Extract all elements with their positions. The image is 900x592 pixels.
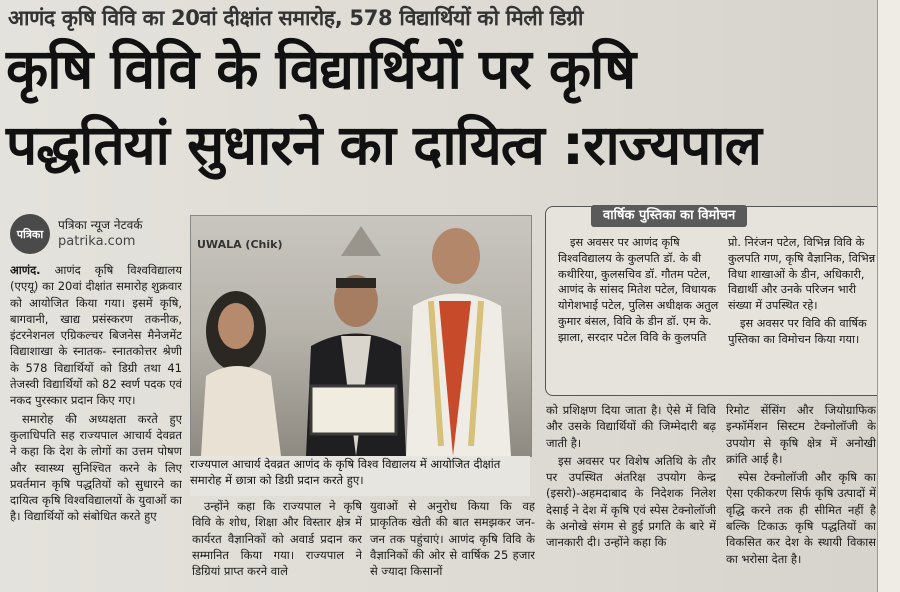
paragraph: इस अवसर पर विशेष अतिथि के तौर पर उपस्थित अंतरिक्ष उपयोग केन्द्र (इसरो)-अहमदाबाद के निदेशक निलेश देसाई ने देश में कृषि एवं स्पेस टेक्नोलॉजी के अनोखे संगम से हुई प्रगति के बारे में जानकारी दी। उन्होंने कहा कि — [546, 453, 716, 550]
byline-name: पत्रिका न्यूज नेटवर्क — [58, 218, 143, 232]
byline — [10, 212, 180, 258]
article-column-5 — [726, 402, 876, 588]
paragraph — [10, 262, 182, 409]
article-column-1 — [10, 262, 182, 588]
sidebar-box-title: वार्षिक पुस्तिका का विमोचन — [591, 205, 747, 227]
adjacent-page-edge — [877, 0, 900, 592]
patrika-logo: पत्रिका — [10, 214, 50, 254]
paragraph: युवाओं से अनुरोध किया कि वह प्राकृतिक खेती की बात समझकर जन-जन तक पहुंचाएं। आणंद कृषि विवि के वैज्ञानिकों की ओर से वार्षिक 25 हजार से ज्यादा किसानों — [370, 499, 535, 579]
paragraph: को प्रशिक्षण दिया जाता है। ऐसे में विवि और उसके विद्यार्थियों की जिम्मेदारी बढ़ जाती है। — [546, 403, 716, 450]
paragraph: प्रो. निरंजन पटेल, विभिन्न विवि के कुलपति गण, कृषि वैज्ञानिक, विभिन्न विधा शाखाओं के डीन, अधिकारी, विद्यार्थी और उनके परिजन भारी संख्या में उपस्थित रहे। — [728, 236, 876, 313]
headline-line-1: कृषि विवि के विद्यार्थियों पर कृषि — [6, 37, 636, 101]
article-column-2 — [192, 498, 362, 590]
paragraph-text: आणंद कृषि विश्वविद्यालय (एएयू) का 20वां दीक्षांत समारोह शुक्रवार को आयोजित किया गया। इसमें कृषि, बागवानी, खाद्य प्रसंस्करण तकनीक, इंटरनेशनल एग्रिकल्चर बिजनेस मैनेजमेंट विद्याशाखा के स्नातक- स्नातकोत्तर श्रेणी के 578 विद्यार्थियों को डिग्री तथा 41 तेजस्वी विद्यार्थियों को 82 स्वर्ण पदक एवं नकद पुरस्कार प्रदान किए गए। — [10, 263, 182, 408]
photo-illustration — [191, 216, 531, 456]
sidebar-column-left — [558, 235, 720, 391]
paragraph: इस अवसर पर आणंद कृषि विश्वविद्यालय के कुलपति डॉ. के बी कथीरिया, कुलसचिव डॉ. गौतम पटेल, आणंद के सांसद मितेश पटेल, विधायक योगेशभाई पटेल, पुलिस अधीक्षक अतुल कुमार बंसल, विवि के डीन डॉ. एम के. झाला, सरदार पटेल विवि के कुलपति — [558, 236, 719, 344]
sidebar-column-right — [728, 235, 883, 391]
byline-site: patrika.com — [58, 234, 136, 249]
paragraph: समारोह की अध्यक्षता करते हुए कुलाधिपति सह राज्यपाल आचार्य देवव्रत ने कहा कि देश के लोगों का उत्तम पोषण और स्वास्थ्य सुनिश्चित करने के लिए प्रवर्तमान कृषि पद्धतियों को सुधारने का दायित्व कृषि विश्वविद्यालयों के युवाओं का है। विद्यार्थियों को संबोधित करते हुए — [10, 411, 182, 524]
photo-caption: राज्यपाल आचार्य देवव्रत आणंद के कृषि विश्व विद्यालय में आयोजित दीक्षांत समारोह में छात्रा को डिग्री प्रदान करते हुए। — [190, 456, 530, 496]
paragraph: स्पेस टेक्नोलॉजी और कृषि का ऐसा एकीकरण सिर्फ कृषि उत्पादों में वृद्धि करने तक ही सीमित नहीं है बल्कि टिकाऊ कृषि पद्धतियों का विकसित कर देश के स्थायी विकास का भरोसा देता है। — [726, 470, 876, 566]
ceremony-photo — [190, 215, 532, 457]
kicker-headline: आणंद कृषि विवि का 20वां दीक्षांत समारोह, 578 विद्यार्थियों को मिली डिग्री — [8, 6, 584, 30]
paragraph: उन्होंने कहा कि राज्यपाल ने कृषि विवि के शोध, शिक्षा और विस्तार क्षेत्र में कार्यरत वैज्ञानिकों को अवार्ड प्रदान कर सम्मानित किया गया। राज्यपाल ने डिग्रियां प्राप्त करने वाले — [192, 499, 362, 579]
article-column-3 — [370, 498, 535, 590]
paragraph: रिमोट सेंसिंग और जियोग्राफिक इन्फॉर्मेशन सिस्टम टेक्नोलॉजी के उपयोग से कृषि क्षेत्र में अनोखी क्रांति आई है। — [726, 403, 876, 466]
sidebar-box — [545, 206, 892, 396]
paragraph: इस अवसर पर विवि की वार्षिक पुस्तिका का विमोचन किया गया। — [728, 316, 867, 346]
article-column-4 — [546, 402, 716, 588]
headline-line-2: पद्धतियां सुधारने का दायित्व :राज्यपाल — [6, 113, 761, 177]
photo-banner-text: UWALA (Chik) — [197, 238, 283, 251]
dateline: आणंद. — [10, 263, 41, 277]
